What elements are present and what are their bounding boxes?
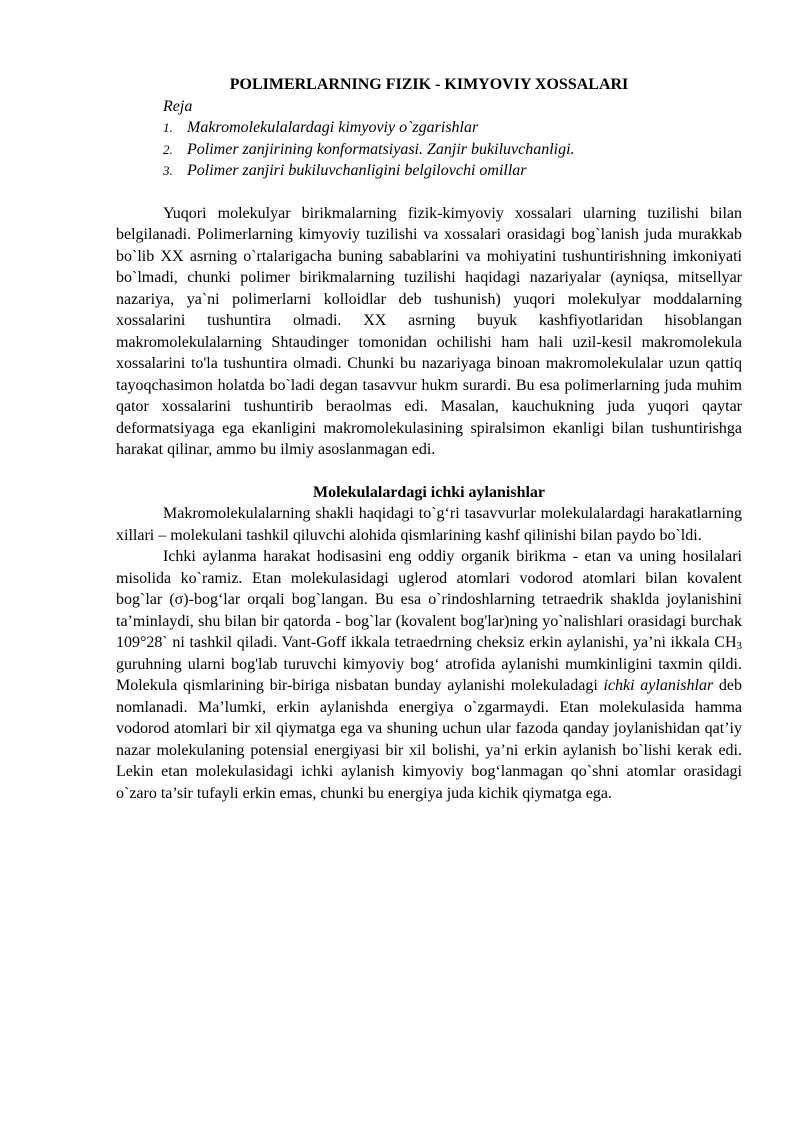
plan-item-text: Makromolekulalardagi kimyoviy o`zgarishlar — [187, 119, 479, 136]
plan-item-number: 2. — [163, 141, 173, 157]
plan-item-text: Polimer zanjirining konformatsiyasi. Zanjir bukiluvchanligi. — [187, 140, 575, 158]
plan-item-number: 1. — [163, 120, 173, 135]
spacer — [116, 182, 742, 203]
section-paragraph-2 — [116, 546, 742, 804]
plan-item-number: 3. — [163, 163, 173, 178]
intro-paragraph: Yuqori molekulyar birikmalarning fizik-kimyoviy xossalari ularning tuzilishi bilan belgilanadi. Polimerlarning kimyoviy tuzilishi va xossalari orasidagi bog`lanish juda murakkab bo`lib XX asrning o`rtalarigacha buning sabablarini va mohiyatini tushuntirishning imkoniyati bo`lmadi, chunki polimer birikmalarning tuzilishi haqidagi nazariyalar (ayniqsa, mitsellyar nazariya, ya`ni polimerlarni kolloidlar deb tushunish) yuqori molekulyar moddalarning xossalarini tushuntira olmadi. XX asrning buyuk kashfiyotlaridan hisoblangan makromolekulalarning Shtaudinger tomonidan ochilishi ham hali uzil-kesil makromolekula xossalarini to'la tushuntira olmadi. Chunki bu nazariyaga binoan makromolekulalar uzun qattiq tayoqchasimon holatda bo`ladi degan tasavvur hukm surardi. Bu esa polimerlarning juda muhim qator xossalarini tushuntirib beraolmas edi. Masalan, kauchukning juda yuqori qaytar deformatsiyaga ega ekanligini makromolekulasining spiralsimon ekanligi bilan tushuntirishga harakat qilinar, ammo bu ilmiy asoslanmagan edi. — [116, 204, 742, 458]
paragraph-text: Ichki aylanma harakat hodisasini eng oddiy organik birikma - etan va uning hosilalari misolida ko`ramiz. Etan molekulasidagi uglerod atomlari vodorod atomlari bilan kovalent bog`lar (σ)-bog‘lar orqali bog`langan. Bu esa o`rindoshlarning tetraedrik shaklda joylanishini ta’minlaydi, shu bilan bir qatorda - bog`lar (kovalent bog'lar)ning yo`nalishlari orasidagi burchak 109°28` ni tashkil qiladi. Vant-Goff ikkala tetraedrning cheksiz erkin aylanishi, ya’ni ikkala CH — [116, 548, 742, 651]
plan-item-text: Polimer zanjiri bukiluvchanligini belgilovchi omillar — [187, 162, 527, 179]
document-title: POLIMERLARNING FIZIK - KIMYOVIY XOSSALARI — [229, 76, 629, 93]
plan-list — [116, 117, 742, 182]
plan-heading: Reja — [163, 97, 193, 115]
paragraph-text: deb nomlanadi. Ma’lumki, erkin aylanishda energiya o`zgarmaydi. Etan molekulasida hamma vodorod atomlari bir xil qiymatga ega va shuning uchun ular fazoda qanday joylanishidan qat’iy nazar molekulaning potensial energiyasi bir xil bolishi, ya’ni erkin aylanish bo`lishi kerak edi. Lekin etan molekulasidagi ichki aylanish kimyoviy bog‘lanmagan qo`shni atomlar orasidagi o`zaro ta’sir tufayli erkin emas, chunki bu energiya juda kichik qiymatga ega. — [116, 677, 742, 802]
section-paragraph-1: Makromolekulalarning shakli haqidagi to`g‘ri tasavvurlar molekulalardagi harakatlarning xillari – molekulani tashkil qiluvchi alohida qismlarining kashf qilinishi bilan paydo bo`ldi. — [116, 505, 742, 544]
subscript: 3 — [736, 640, 742, 652]
spacer — [116, 461, 742, 482]
paragraph-text: guruhning ularni bog'lab turuvchi kimyoviy bog‘ atrofida aylanishi mumkinligini taxmin qildi. Molekula qismlarining bir-biriga nisbatan bunday aylanishi molekuladagi — [116, 655, 742, 694]
document-page — [116, 74, 742, 804]
plan-item — [163, 117, 742, 139]
section-heading: Molekulalardagi ichki aylanishlar — [312, 483, 546, 501]
plan-item — [163, 139, 742, 161]
plan-item — [163, 160, 742, 182]
emphasized-term: ichki aylanishlar — [603, 677, 714, 694]
